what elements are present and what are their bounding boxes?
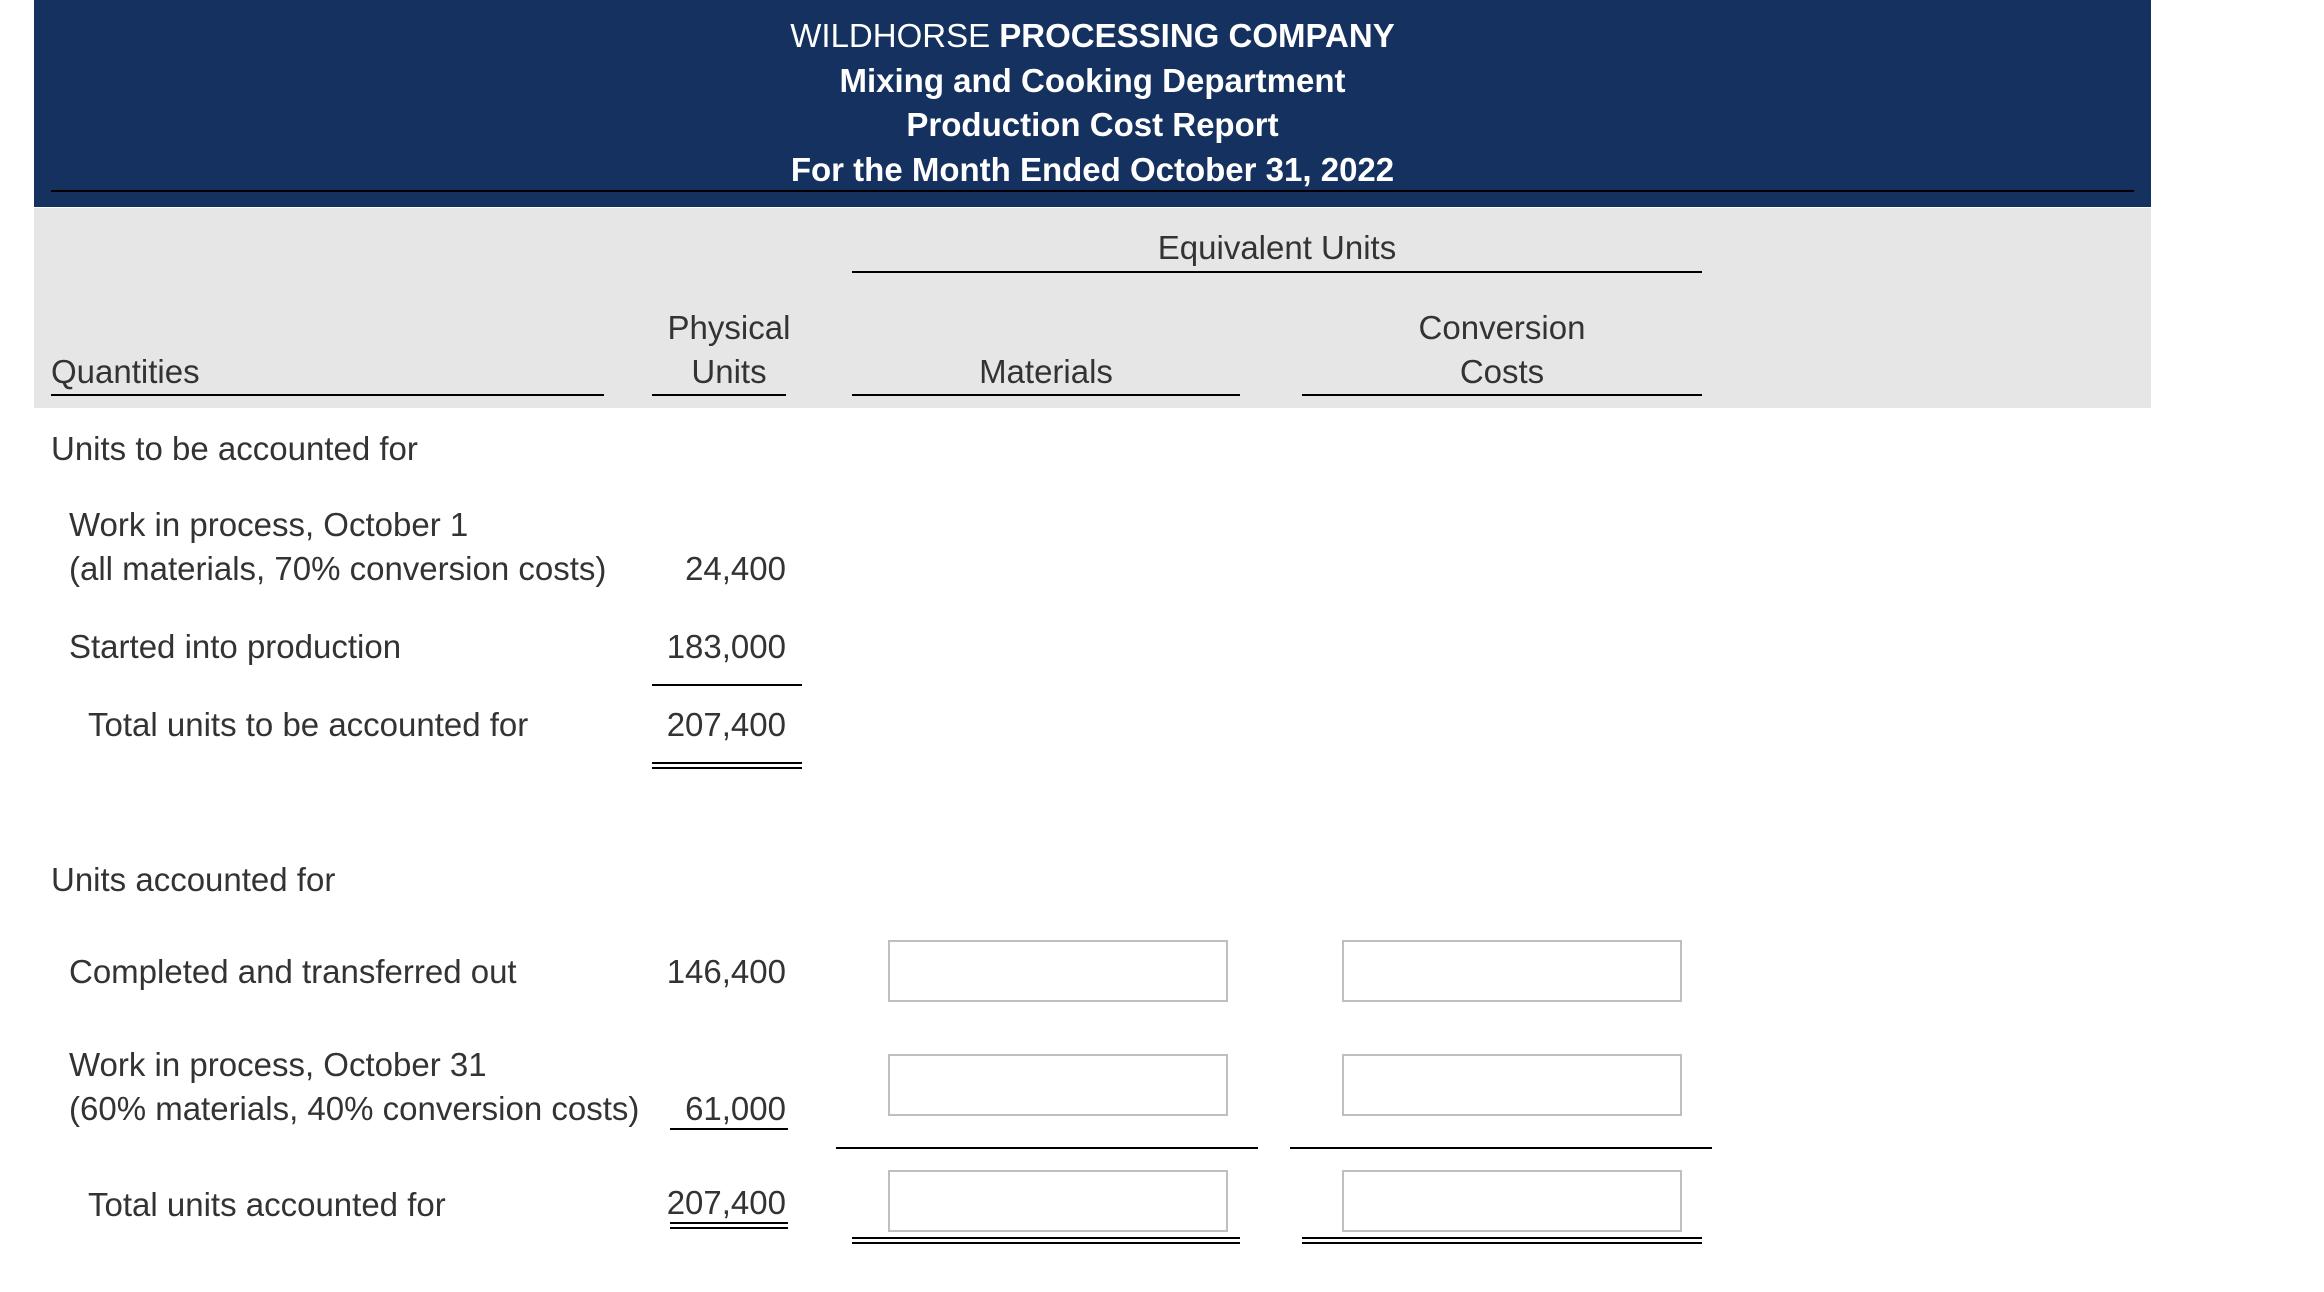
completed-materials-input[interactable]	[888, 940, 1228, 1002]
wip-end-conversion-input[interactable]	[1342, 1054, 1682, 1116]
conversion-total-double-rule-bottom	[1302, 1242, 1702, 1244]
materials-total-double-rule-top	[852, 1237, 1240, 1239]
conversion-costs-heading-line2: Costs	[1459, 353, 1545, 390]
company-name-prefix: WILDHORSE	[790, 17, 991, 54]
header-divider	[51, 190, 2134, 192]
total-conversion-input[interactable]	[1342, 1170, 1682, 1232]
started-into-production-label: Started into production	[69, 628, 402, 665]
total-accounted-double-rule-bottom	[670, 1227, 788, 1229]
wip-end-label-line1: Work in process, October 31	[69, 1046, 487, 1083]
report-title: Production Cost Report	[906, 106, 1279, 143]
company-name	[34, 16, 2151, 56]
total-units-double-rule-bottom	[652, 767, 802, 769]
quantities-heading: Quantities	[51, 353, 200, 390]
physical-units-rule	[652, 394, 786, 396]
materials-heading: Materials	[979, 353, 1113, 390]
wip-begin-label-line2: (all materials, 70% conversion costs)	[69, 550, 607, 587]
total-units-double-rule-top	[652, 762, 802, 764]
completed-transferred-label: Completed and transferred out	[69, 953, 517, 990]
units-accounted-for-heading: Units accounted for	[51, 861, 336, 898]
materials-subtotal-rule	[836, 1147, 1258, 1149]
department-name: Mixing and Cooking Department	[839, 62, 1346, 99]
conversion-costs-rule	[1302, 394, 1702, 396]
wip-end-materials-input[interactable]	[888, 1054, 1228, 1116]
quantities-rule	[51, 394, 604, 396]
total-accounted-double-rule-top	[670, 1222, 788, 1224]
wip-end-units-underline	[670, 1128, 788, 1130]
wip-end-label-line2: (60% materials, 40% conversion costs)	[69, 1090, 640, 1127]
total-units-to-be-accounted-for-value: 207,400	[666, 706, 786, 743]
company-name-rest: PROCESSING COMPANY	[999, 17, 1395, 54]
wip-begin-physical-units: 24,400	[685, 550, 786, 587]
physical-units-heading-line2: Units	[691, 353, 767, 390]
wip-end-physical-units: 61,000	[685, 1090, 786, 1127]
total-units-accounted-for-value: 207,400	[666, 1184, 786, 1221]
equivalent-units-heading: Equivalent Units	[1157, 229, 1397, 266]
total-units-to-be-accounted-for-label: Total units to be accounted for	[88, 706, 529, 743]
wip-begin-label-line1: Work in process, October 1	[69, 506, 469, 543]
conversion-total-double-rule-top	[1302, 1237, 1702, 1239]
materials-rule	[852, 394, 1240, 396]
started-into-production-units: 183,000	[666, 628, 786, 665]
started-units-underline	[652, 684, 802, 686]
total-units-accounted-for-label: Total units accounted for	[88, 1186, 446, 1223]
materials-total-double-rule-bottom	[852, 1242, 1240, 1244]
physical-units-heading-line1: Physical	[667, 309, 791, 346]
units-to-be-accounted-for-heading: Units to be accounted for	[51, 430, 418, 467]
report-header	[34, 0, 2151, 207]
equivalent-units-rule	[852, 271, 1702, 273]
conversion-subtotal-rule	[1290, 1147, 1712, 1149]
completed-conversion-input[interactable]	[1342, 940, 1682, 1002]
conversion-costs-heading-line1: Conversion	[1418, 309, 1586, 346]
completed-transferred-units: 146,400	[666, 953, 786, 990]
total-materials-input[interactable]	[888, 1170, 1228, 1232]
report-period: For the Month Ended October 31, 2022	[790, 151, 1395, 188]
